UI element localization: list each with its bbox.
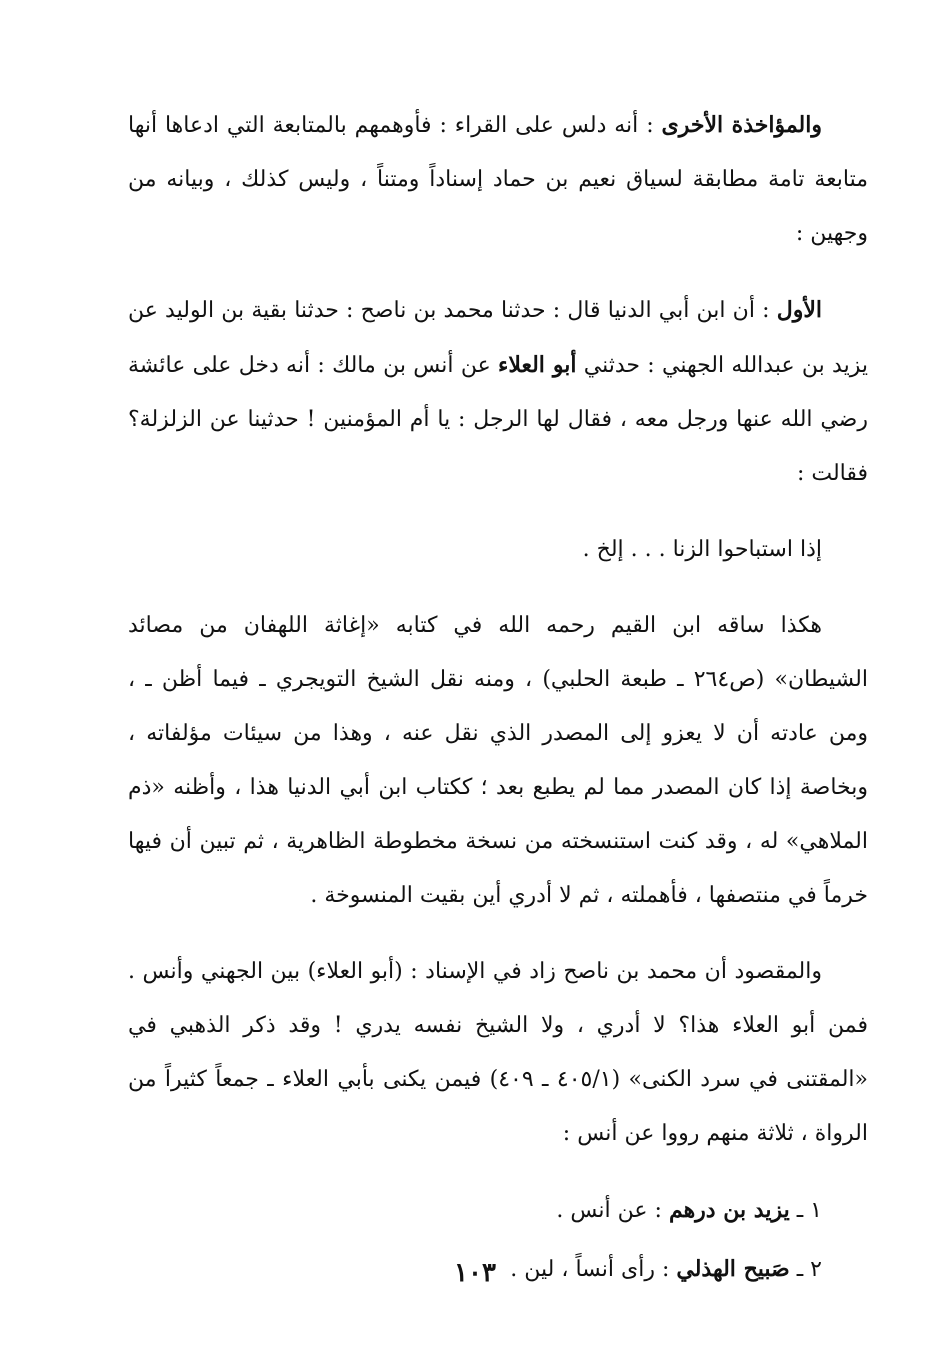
paragraph-1 [128,98,868,261]
list-item-number: ٢ ـ [789,1257,822,1282]
quoted-hadith [128,523,868,577]
paragraph-1-text: : أنه دلس على القراء : فأوهمهم بالمتابعة التي ادعاها أنها متابعة تامة مطابقة لسياق نعيم بن حماد إسناداً ومتناً ، وليس كذلك ، وبيانه من وجهين : [128,113,868,246]
page-number: ١٠٣ [454,1258,496,1288]
paragraph-2-lead: الأول [776,297,822,323]
quoted-hadith-text: إذا استباحوا الزنا . . . إلخ . [582,537,822,562]
paragraph-1-lead: والمؤاخذة الأخرى [661,112,822,138]
paragraph-5 [128,945,868,1161]
list-item-number: ١ ـ [789,1198,822,1223]
narrator-name: أبو العلاء [497,352,577,378]
list-item-note: : رأى أنساً ، لين . [510,1257,677,1282]
paragraph-4-text: هكذا ساقه ابن القيم رحمه الله في كتابه «إغاثة اللهفان من مصائد الشيطان» (ص٢٦٤ ـ طبعة الحلبي) ، ومنه نقل الشيخ التويجري ـ فيما أظن ـ ، ومن عادته أن لا يعزو إلى المصدر الذي نقل عنه ، وهذا من سيئات مؤلفاته ، وبخاصة إذا كان المصدر مما لم يطبع بعد ؛ ككتاب ابن أبي الدنيا هذا ، وأظنه «ذم الملاهي» له ، وقد كنت استنسخته من نسخة مخطوطة الظاهرية ، ثم تبين أن فيها خرماً في منتصفها ، فأهملته ، ثم لا أدري أين بقيت المنسوخة . [128,613,868,908]
list-item [128,1183,868,1238]
paragraph-2 [128,283,868,501]
paragraph-5-text: والمقصود أن محمد بن ناصح زاد في الإسناد : (أبو العلاء) بين الجهني وأنس . فمن أبو العلاء هذا؟ لا أدري ، ولا الشيخ نفسه يدري ! وقد ذكر الذهبي في «المقتنى في سرد الكنى» (٤٠٥/١ ـ ٤٠٩) فيمن يكنى بأبي العلاء ـ جمعاً كثيراً من الرواة ، ثلاثة منهم رووا عن أنس : [128,959,869,1146]
paragraph-2-text-a: : أن ابن أبي الدنيا قال : حدثنا محمد بن ناصح : حدثنا بقية بن الوليد عن يزيد بن عبدالله الجهني : حدثني [128,298,868,378]
list-item-name: يزيد بن درهم [668,1197,790,1223]
list-item-note: : عن أنس . [556,1198,669,1223]
list-item-name: صَبيح الهذلي [676,1256,790,1282]
paragraph-2-text-b: عن أنس بن مالك : أنه دخل على عائشة رضي الله عنها ورجل معه ، فقال لها الرجل : يا أم المؤمنين ! حدثينا عن الزلزلة؟ فقالت : [128,353,868,486]
paragraph-4 [128,599,868,923]
body-text [128,98,868,1297]
